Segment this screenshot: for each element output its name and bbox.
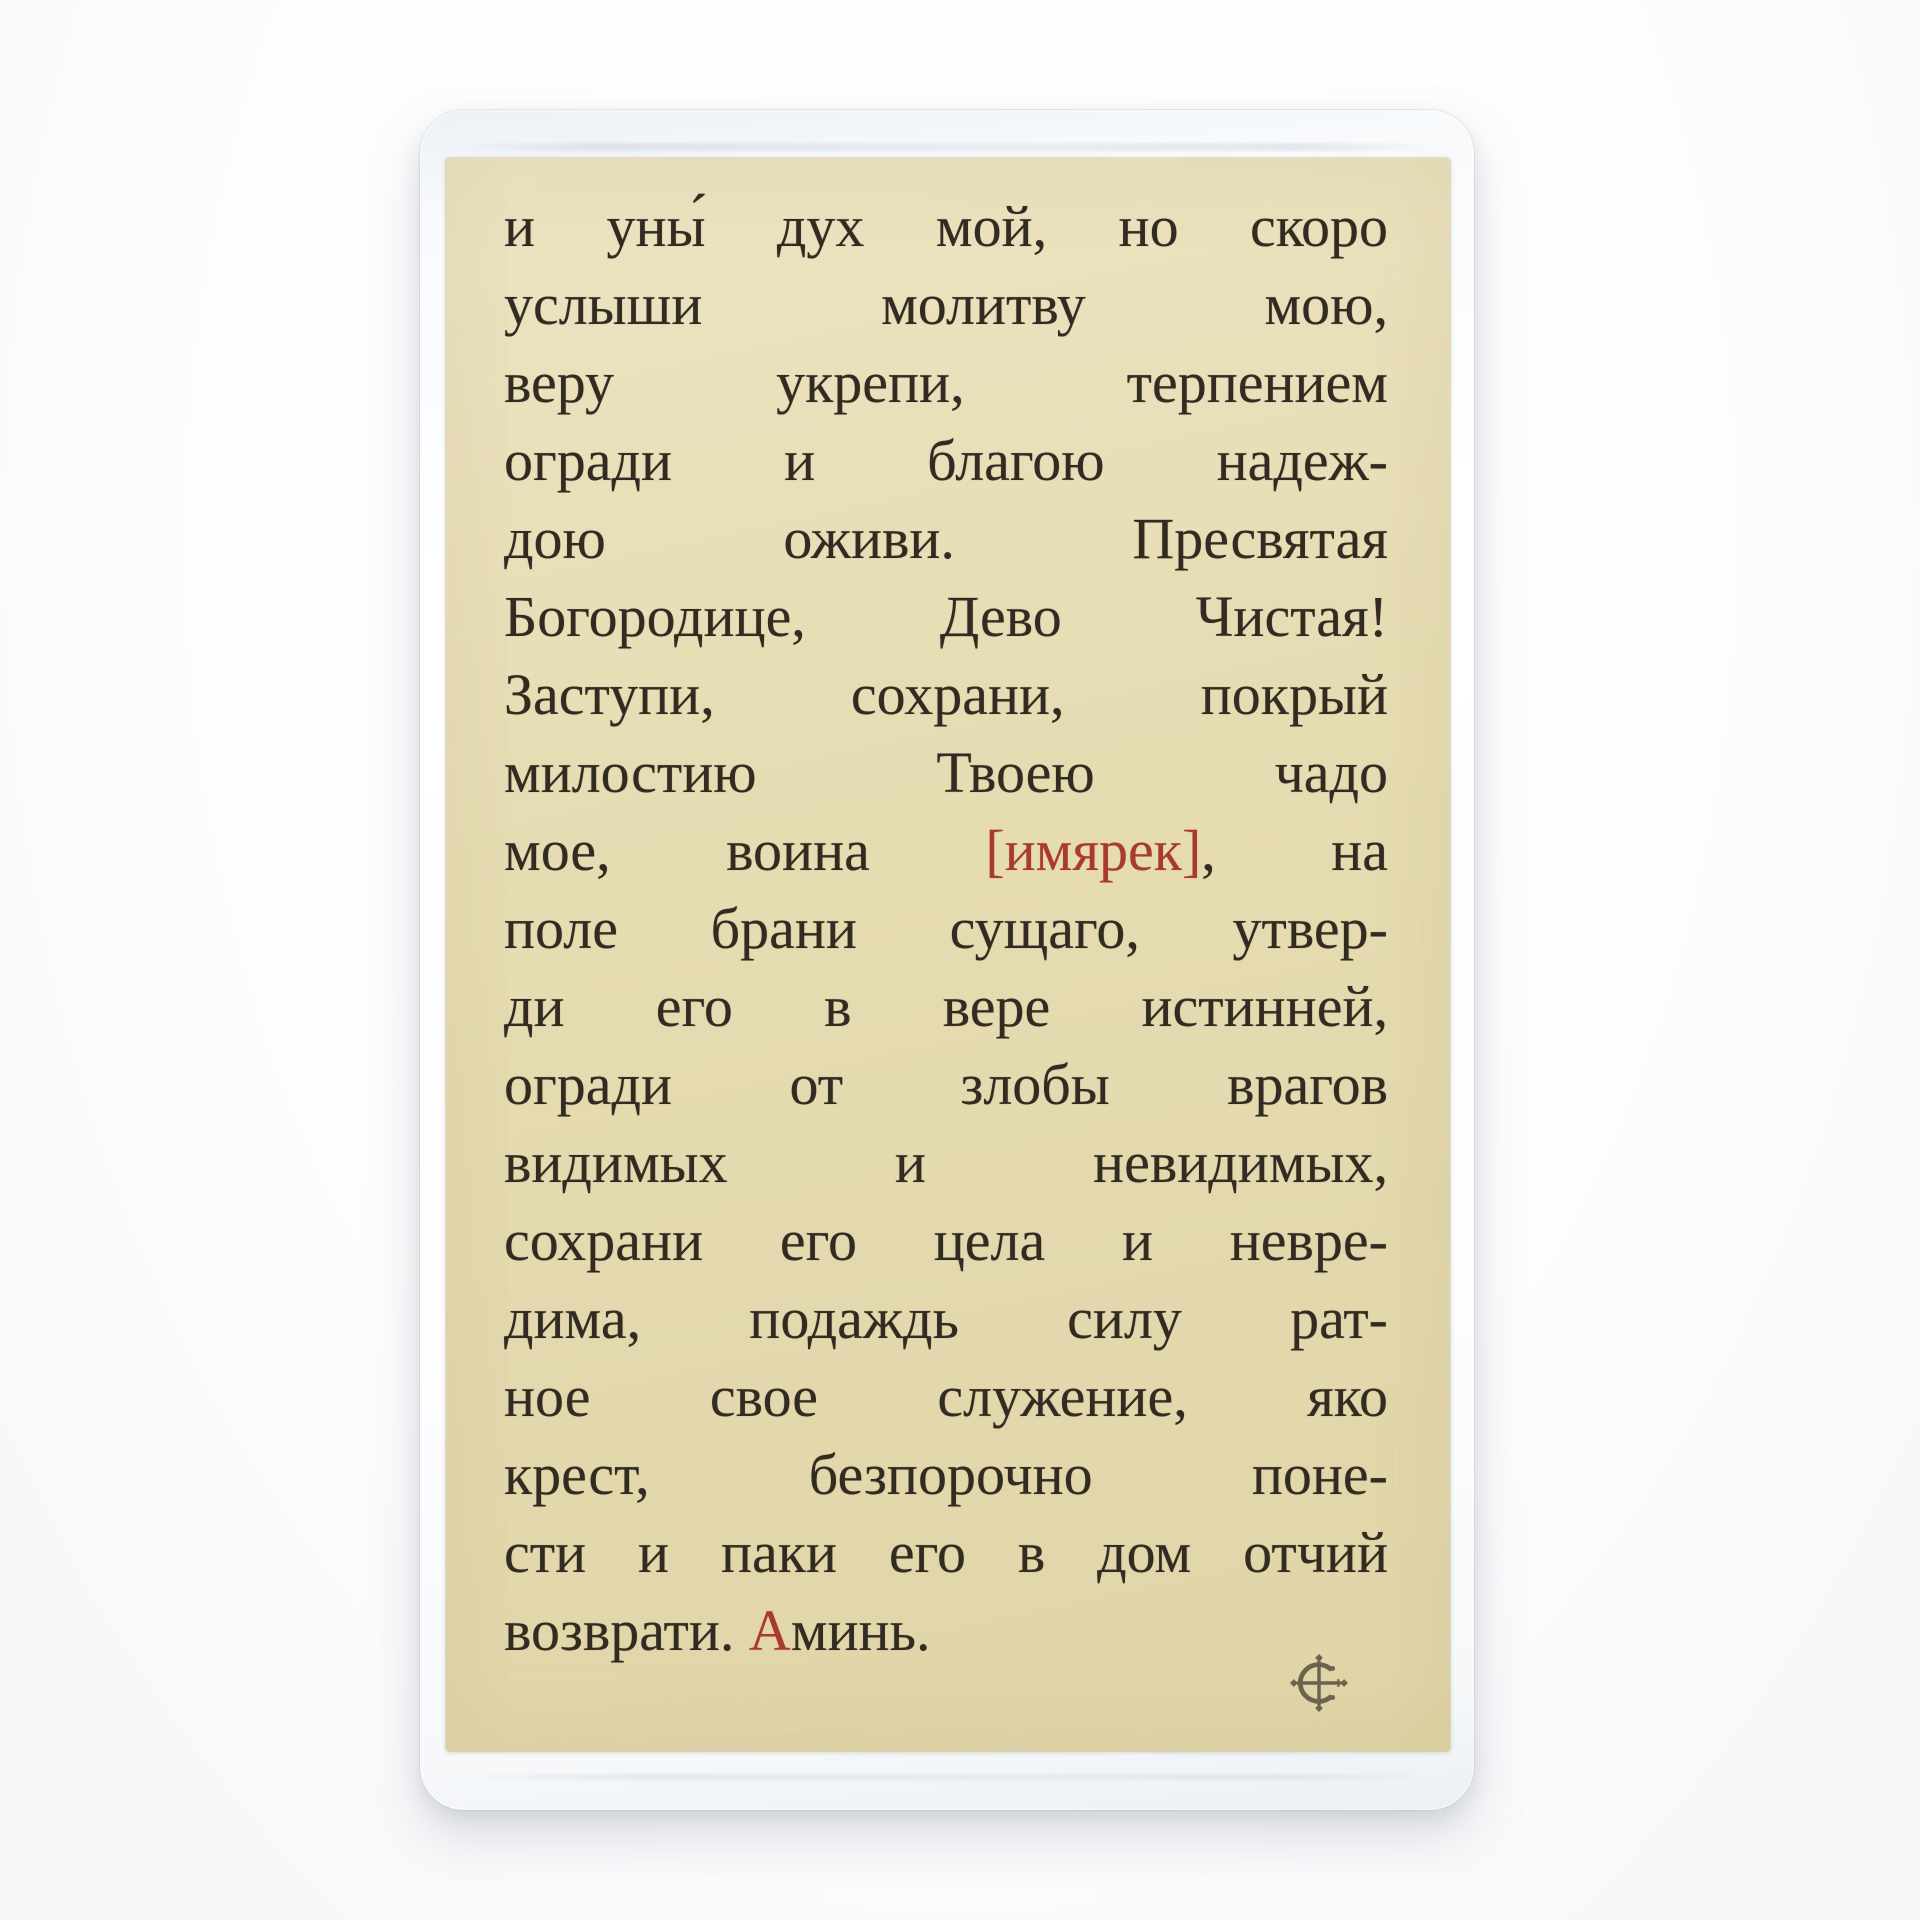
prayer-line-segment: ное свое служение, яко: [504, 1364, 1388, 1429]
prayer-line: [504, 1202, 1388, 1280]
prayer-line-segment: ди его в вере истинней,: [504, 974, 1388, 1039]
prayer-line-segment: мое, воина: [504, 818, 986, 883]
prayer-line-segment: милостию Твоею чадо: [504, 740, 1388, 805]
prayer-line: [504, 812, 1388, 890]
prayer-line: [504, 734, 1388, 812]
prayer-line: [504, 1592, 1388, 1670]
prayer-line-segment: Заступи, сохрани, покрый: [504, 662, 1388, 727]
laminate-seam-top: [456, 143, 1438, 151]
prayer-line: [504, 1514, 1388, 1592]
prayer-line: [504, 1046, 1388, 1124]
prayer-line: [504, 344, 1388, 422]
prayer-line: [504, 968, 1388, 1046]
prayer-text: [504, 188, 1388, 1670]
prayer-line: [504, 1358, 1388, 1436]
prayer-line-segment: , на: [1201, 818, 1388, 883]
prayer-line-segment: сохрани его цела и невре-: [504, 1208, 1388, 1273]
name-placeholder-red: [имярек]: [985, 818, 1202, 883]
prayer-line-segment: поле брани сущаго, утвер-: [504, 896, 1388, 961]
prayer-line-segment: и уны́ дух мой, но скоро: [504, 194, 1388, 259]
prayer-line: [504, 266, 1388, 344]
prayer-line-segment: веру укрепи, терпением: [504, 350, 1388, 415]
prayer-line-segment: дима, подаждь силу рат-: [504, 1286, 1388, 1351]
prayer-line-segment: огради и благою надеж-: [504, 428, 1388, 493]
prayer-line-segment: крест, безпорочно поне-: [504, 1442, 1388, 1507]
prayer-line: [504, 188, 1388, 266]
prayer-line: [504, 422, 1388, 500]
prayer-line: [504, 578, 1388, 656]
prayer-line-segment: возврати.: [504, 1598, 749, 1663]
prayer-line-segment: Богородице, Дево Чистая!: [504, 584, 1388, 649]
prayer-line: [504, 1280, 1388, 1358]
prayer-line-segment: услыши молитву мою,: [504, 272, 1388, 337]
prayer-card-paper: [446, 158, 1450, 1751]
prayer-line-segment: сти и паки его в дом отчий: [504, 1520, 1388, 1585]
prayer-line-segment: видимых и невидимых,: [504, 1130, 1388, 1195]
prayer-line-segment: огради от злобы врагов: [504, 1052, 1388, 1117]
laminate-seam-bottom: [460, 1774, 1434, 1780]
prayer-line: [504, 500, 1388, 578]
publisher-cross-monogram-icon: [1290, 1653, 1348, 1713]
prayer-line: [504, 1124, 1388, 1202]
prayer-line-segment: дою оживи. Пресвятая: [504, 506, 1388, 571]
prayer-line: [504, 890, 1388, 968]
prayer-line: [504, 1436, 1388, 1514]
prayer-line: [504, 656, 1388, 734]
prayer-line-segment: минь.: [790, 1598, 931, 1663]
laminated-prayer-card: [420, 110, 1474, 1810]
amen-red-initial: А: [748, 1598, 791, 1663]
